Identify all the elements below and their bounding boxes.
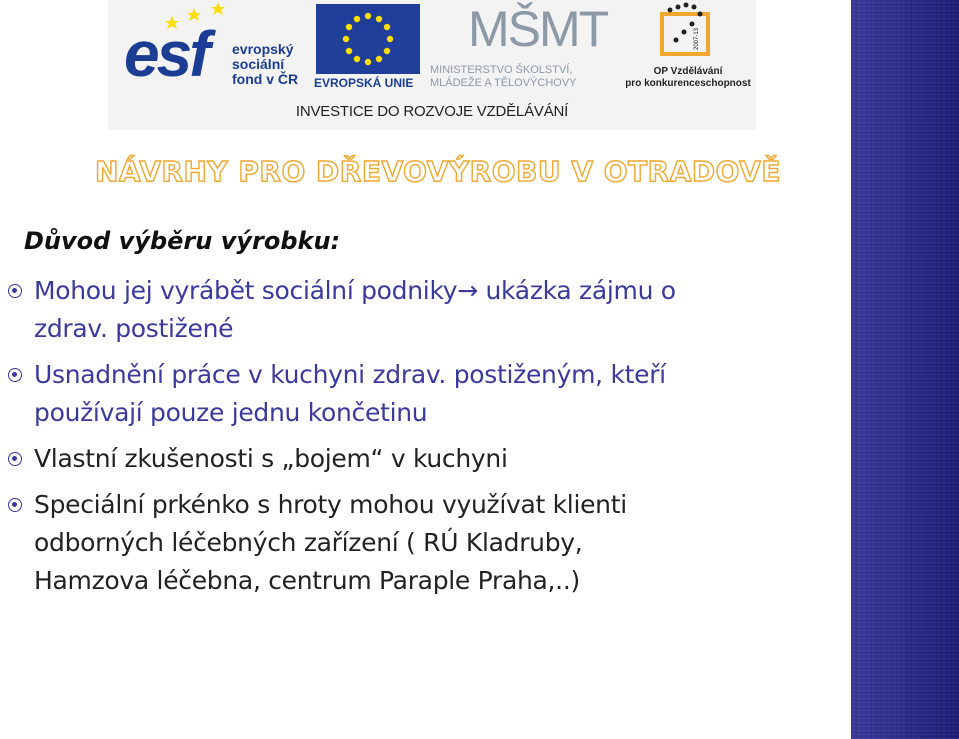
bullet-icon <box>8 498 22 512</box>
msmt-logo <box>428 2 618 94</box>
eu-logo <box>314 2 424 94</box>
op-line: pro konkurenceschopnost <box>625 78 751 89</box>
op-mark-icon <box>650 2 720 62</box>
bullet-line: Usnadnění práce v kuchyni zdrav. postiženým, kteří <box>34 360 666 389</box>
logo-band-caption: INVESTICE DO ROZVOJE VZDĚLÁVÁNÍ <box>295 103 569 120</box>
eu-stars-icon <box>316 4 420 74</box>
bullet-icon <box>8 452 22 466</box>
msmt-line: MINISTERSTVO ŠKOLSTVÍ, <box>430 64 573 76</box>
bullet-item <box>0 356 820 432</box>
esf-logo <box>124 2 310 94</box>
bullet-text <box>34 272 820 348</box>
logo-band <box>108 0 756 130</box>
bullet-text <box>34 440 820 478</box>
eu-flag <box>316 4 420 74</box>
op-text <box>620 66 756 90</box>
bullet-icon <box>8 368 22 382</box>
op-line: OP Vzdělávání <box>653 66 723 77</box>
bullet-item <box>0 440 820 478</box>
slide-title: NÁVRHY PRO DŘEVOVÝROBU V OTRADOVĚ <box>95 155 781 188</box>
bullet-line: zdrav. postižené <box>34 314 234 343</box>
msmt-mark: MŠMT <box>468 1 608 57</box>
esf-text <box>232 42 312 87</box>
bullet-line: Speciální prkénko s hroty mohou využívat klienti <box>34 490 627 519</box>
bullet-line: Hamzova léčebna, centrum Paraple Praha,..) <box>34 566 580 595</box>
bullet-line: Mohou jej vyrábět sociální podniky→ ukázka zájmu o <box>34 276 676 305</box>
esf-line: evropský <box>232 41 294 57</box>
esf-letters: esf <box>124 18 208 90</box>
msmt-line: MLÁDEŽE A TĚLOVÝCHOVY <box>430 77 577 89</box>
esf-line: fond v ČR <box>232 71 299 87</box>
bullet-item <box>0 486 820 600</box>
bullet-item <box>0 272 820 348</box>
msmt-text <box>430 64 620 90</box>
eu-label: EVROPSKÁ UNIE <box>314 76 414 90</box>
bullet-list <box>0 272 820 608</box>
op-year: 2007-13 <box>694 27 700 50</box>
esf-line: sociální <box>232 56 285 72</box>
bullet-line: Vlastní zkušenosti s „bojem“ v kuchyni <box>34 444 508 473</box>
bullet-text <box>34 486 820 600</box>
bullet-icon <box>8 284 22 298</box>
decorative-side-bar <box>851 0 959 739</box>
slide-heading: Důvod výběru výrobku: <box>24 227 341 255</box>
op-logo <box>620 2 756 94</box>
bullet-line: odborných léčebných zařízení ( RÚ Kladruby, <box>34 528 583 557</box>
bullet-line: používají pouze jednu končetinu <box>34 398 428 427</box>
bullet-text <box>34 356 820 432</box>
